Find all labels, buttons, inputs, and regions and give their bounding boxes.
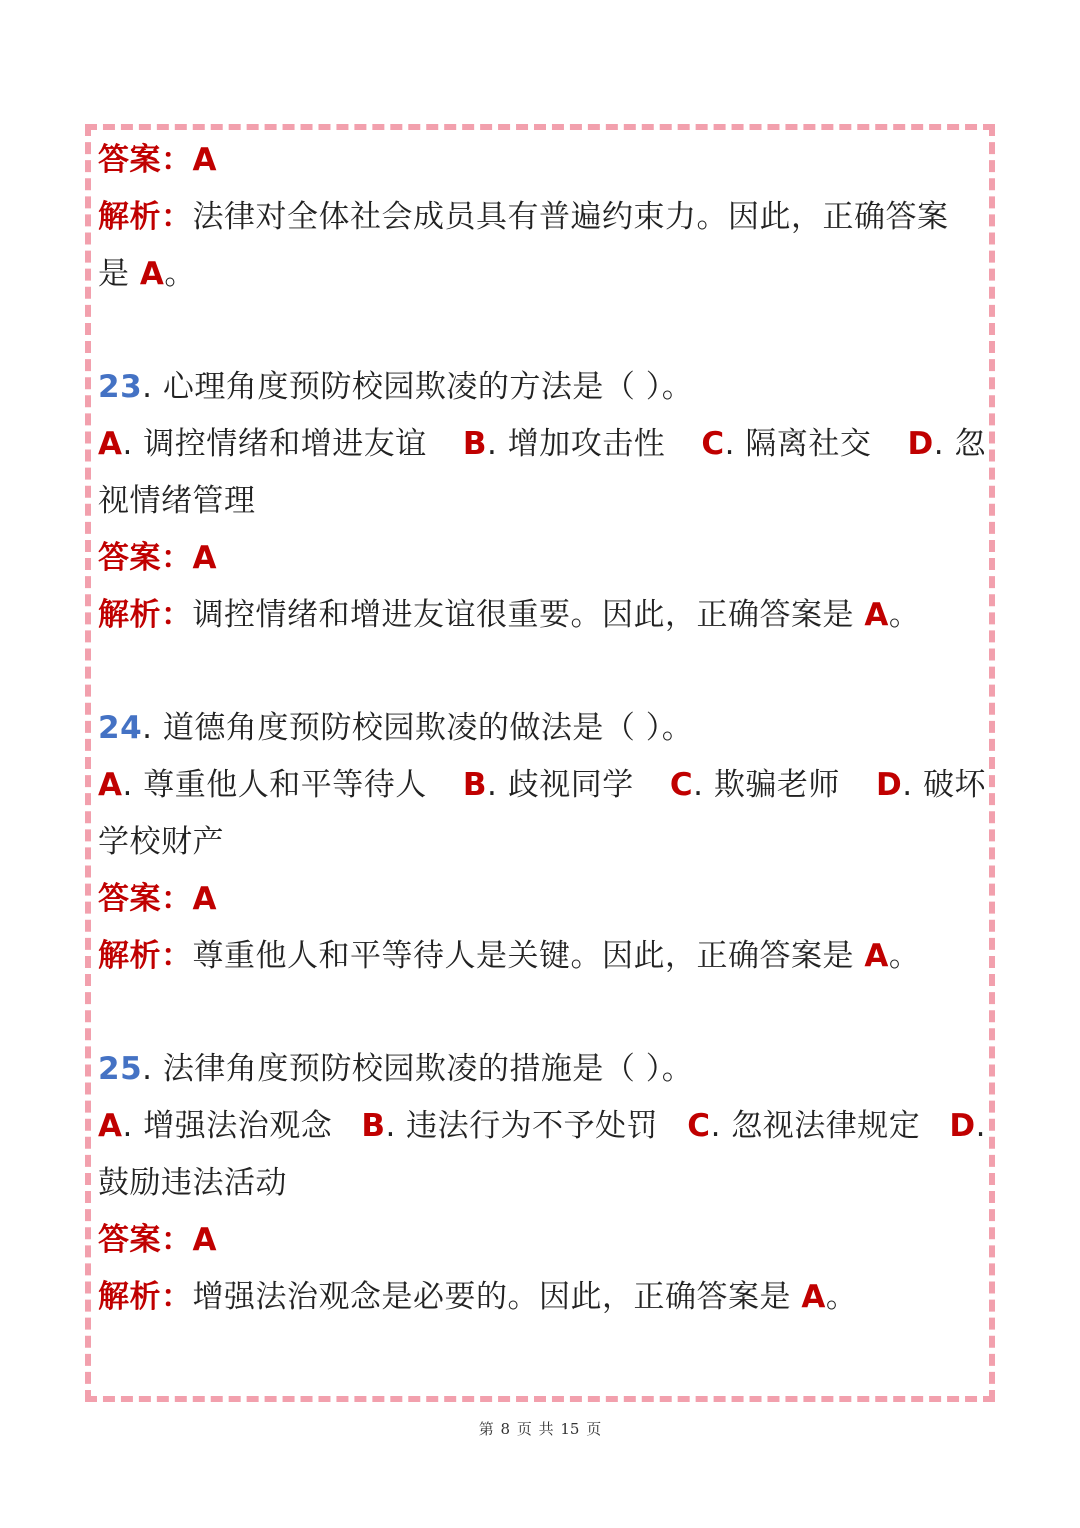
analysis-end: 。 <box>888 597 921 633</box>
question-stem-23 <box>98 359 986 416</box>
analysis-text: 增强法治观念是必要的。因此，正确答案是 <box>192 1279 802 1315</box>
prev-analysis-line-2 <box>98 246 986 303</box>
question-options-cont-25: 鼓励违法活动 <box>98 1165 287 1201</box>
option-c: C. 隔离社交 <box>701 426 872 462</box>
analysis-line-23 <box>98 587 986 644</box>
answer-line-24 <box>98 871 986 928</box>
question-number: 24 <box>98 710 143 746</box>
analysis-end: 。 <box>888 938 921 974</box>
analysis-answer-letter: A <box>139 256 165 292</box>
analysis-end: 。 <box>164 256 196 292</box>
analysis-label: 解析： <box>98 1279 193 1315</box>
question-number: 23 <box>98 369 143 405</box>
page-footer: 第 8 页 共 15 页 <box>478 1420 602 1438</box>
analysis-label: 解析： <box>98 597 193 633</box>
analysis-label: 解析： <box>98 938 193 974</box>
option-b: B. 增加攻击性 <box>462 426 666 462</box>
analysis-answer-letter: A <box>801 1279 826 1315</box>
option-d: D. 忽 <box>907 426 986 462</box>
option-c: C. 忽视法律规定 <box>687 1108 921 1144</box>
analysis-line-24 <box>98 928 986 985</box>
question-text: . 法律角度预防校园欺凌的措施是（ ）。 <box>142 1051 694 1087</box>
prev-analysis-line <box>98 189 986 246</box>
answer-value: A <box>192 142 217 178</box>
analysis-label: 解析： <box>98 199 193 235</box>
question-options-cont-23: 视情绪管理 <box>98 483 256 519</box>
analysis-text: 法律对全体社会成员具有普遍约束力。因此，正确答案 <box>192 199 949 235</box>
answer-value: A <box>192 881 217 917</box>
question-text: . 道德角度预防校园欺凌的做法是（ ）。 <box>142 710 694 746</box>
prev-answer-line <box>98 132 986 189</box>
option-d: D. 破坏 <box>876 767 986 803</box>
question-stem-25 <box>98 1041 986 1098</box>
option-a: A. 调控情绪和增进友谊 <box>98 426 427 462</box>
question-options-24 <box>98 757 986 814</box>
analysis-text: 尊重他人和平等待人是关键。因此，正确答案是 <box>192 938 865 974</box>
option-a: A. 增强法治观念 <box>98 1108 333 1144</box>
answer-value: A <box>192 540 217 576</box>
answer-line-23 <box>98 530 986 587</box>
answer-line-25 <box>98 1212 986 1269</box>
analysis-answer-letter: A <box>864 597 889 633</box>
option-d: D. <box>949 1108 986 1144</box>
analysis-text: 调控情绪和增进友谊很重要。因此，正确答案是 <box>192 597 865 633</box>
question-text: . 心理角度预防校园欺凌的方法是（ ）。 <box>142 369 694 405</box>
answer-label: 答案： <box>98 540 193 576</box>
option-c: C. 欺骗老师 <box>669 767 840 803</box>
option-a: A. 尊重他人和平等待人 <box>98 767 427 803</box>
answer-label: 答案： <box>98 1222 193 1258</box>
analysis-text-cont: 是 <box>98 256 140 292</box>
question-options-23 <box>98 416 986 473</box>
answer-value: A <box>192 1222 217 1258</box>
question-stem-24 <box>98 700 986 757</box>
answer-label: 答案： <box>98 881 193 917</box>
question-number: 25 <box>98 1051 143 1087</box>
option-b: B. 违法行为不予处罚 <box>361 1108 659 1144</box>
analysis-end: 。 <box>825 1279 858 1315</box>
analysis-line-25 <box>98 1269 986 1326</box>
question-options-25 <box>98 1098 986 1155</box>
question-options-cont-24: 学校财产 <box>98 824 224 860</box>
page-content <box>98 132 986 1326</box>
analysis-answer-letter: A <box>864 938 889 974</box>
answer-label: 答案： <box>98 142 193 178</box>
option-b: B. 歧视同学 <box>462 767 634 803</box>
